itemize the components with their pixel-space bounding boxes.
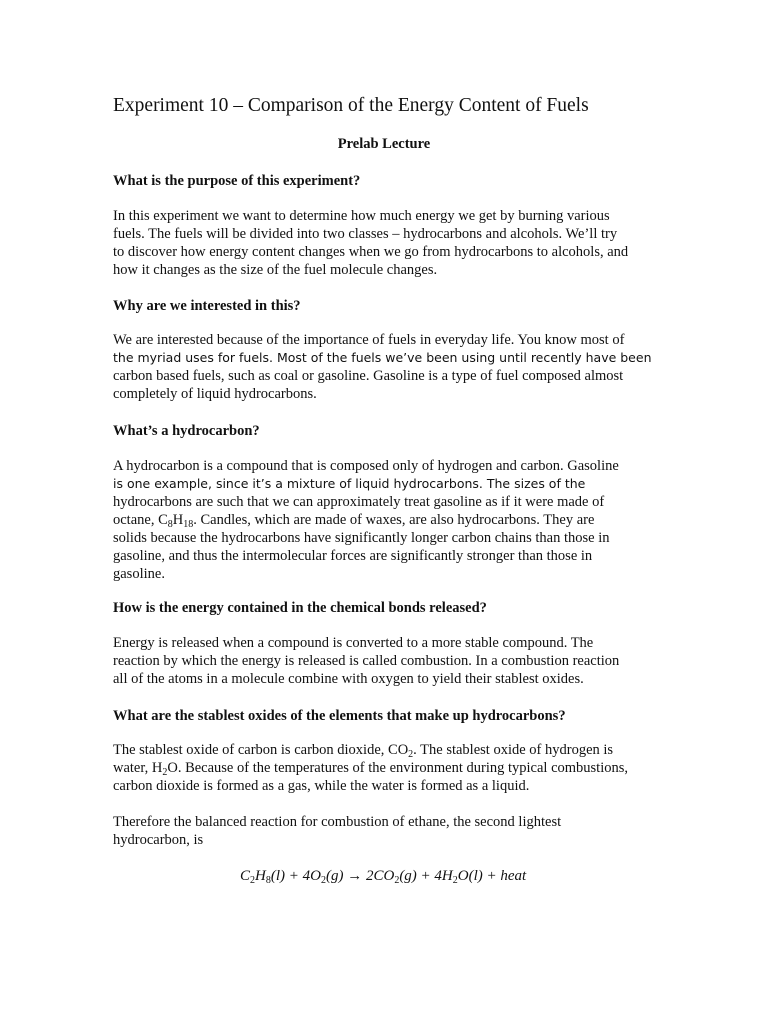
combustion-equation: $C_2H_8(l) + 4O_2(g) \to 2CO_2(g) + 4H_2O(l)$ + heat [240,868,527,886]
paragraph-line: is one example, since it’s a mixture of liquid hydrocarbons. The sizes of the [113,476,586,491]
paragraph-line: carbon dioxide is formed as a gas, while the water is formed as a liquid. [113,778,530,794]
paragraph-line: hydrocarbons are such that we can approximately treat gasoline as if it were made of [113,494,605,510]
paragraph-line: solids because the hydrocarbons have significantly longer carbon chains than those in [113,530,610,546]
paragraph-line: all of the atoms in a molecule combine with oxygen to yield their stablest oxides. [113,671,584,687]
paragraph-line: hydrocarbon, is [113,832,204,848]
document-title: Experiment 10 – Comparison of the Energy Content of Fuels [113,95,589,116]
paragraph-line: We are interested because of the importance of fuels in everyday life. You know most of [113,332,625,348]
section-paragraph-interest [113,331,658,403]
paragraph-line: A hydrocarbon is a compound that is composed only of hydrogen and carbon. Gasoline [113,458,619,474]
paragraph-line-octane: octane, $C_8H_{18}$. Candles, which are made of waxes, are also hydrocarbons. They are [113,512,595,530]
paragraph-line: fuels. The fuels will be divided into two classes – hydrocarbons and alcohols. We’ll try [113,226,618,242]
paragraph-line: In this experiment we want to determine how much energy we get by burning various [113,208,610,224]
paragraph-line: Energy is released when a compound is converted to a more stable compound. The [113,635,594,651]
paragraph-line: carbon based fuels, such as coal or gasoline. Gasoline is a type of fuel composed almost [113,368,624,384]
section-paragraph-combustion [113,813,658,849]
section-heading-purpose: What is the purpose of this experiment? [113,173,361,189]
document-subtitle: Prelab Lecture [337,136,431,152]
section-paragraph-energy-release [113,634,658,688]
section-heading-hydrocarbon: What’s a hydrocarbon? [113,423,260,439]
section-heading-energy-release: How is the energy contained in the chemical bonds released? [113,600,487,616]
paragraph-line: the myriad uses for fuels. Most of the fuels we’ve been using until recently have been [113,350,652,365]
paragraph-line-co2: The stablest oxide of carbon is carbon dioxide, $CO_2$. The stablest oxide of hydrogen is [113,742,614,760]
paragraph-line: gasoline, and thus the intermolecular forces are significantly stronger than those in [113,548,593,564]
section-paragraph-purpose [113,207,658,279]
paragraph-line-h2o: water, $H_2O$. Because of the temperatures of the environment during typical combustions, [113,760,628,778]
section-heading-interest: Why are we interested in this? [113,298,301,314]
section-paragraph-stablest-oxides [113,741,658,795]
section-paragraph-hydrocarbon [113,457,658,583]
paragraph-line: to discover how energy content changes when we go from hydrocarbons to alcohols, and [113,244,629,260]
paragraph-line: reaction by which the energy is released is called combustion. In a combustion reaction [113,653,620,669]
paragraph-line: how it changes as the size of the fuel molecule changes. [113,262,438,278]
paragraph-line: Therefore the balanced reaction for combustion of ethane, the second lightest [113,814,562,830]
paragraph-line: completely of liquid hydrocarbons. [113,386,317,402]
paragraph-line: gasoline. [113,566,165,582]
section-heading-stablest-oxides: What are the stablest oxides of the elements that make up hydrocarbons? [113,708,566,724]
